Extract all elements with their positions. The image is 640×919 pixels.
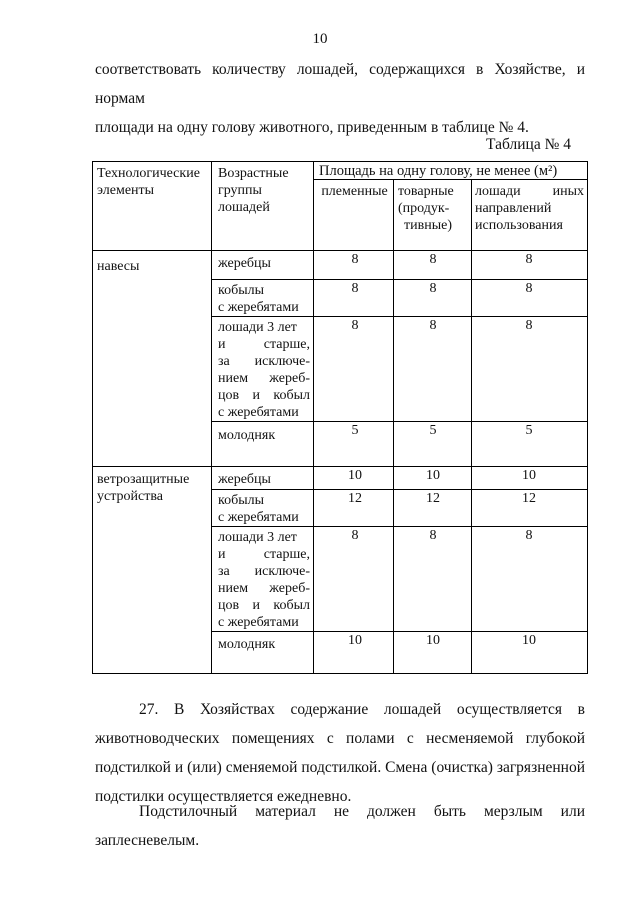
- value-breeding: 5: [351, 423, 359, 438]
- header-text: лошадей: [218, 200, 270, 215]
- value-other: 10: [522, 633, 536, 648]
- header-commercial: [398, 183, 470, 234]
- header-text: Технологические: [97, 166, 200, 181]
- header-breeding: племенные: [321, 184, 388, 199]
- value-commercial: 8: [429, 318, 437, 333]
- header-text: товарные: [398, 184, 454, 199]
- group-text: с жеребятами: [218, 405, 299, 420]
- paragraph-line: Подстилочный материал не должен быть мерзлым или: [139, 803, 585, 820]
- group-mares-with-foals: [218, 282, 313, 316]
- group-text: лошади 3 лет: [218, 530, 297, 545]
- value-commercial: 5: [429, 423, 437, 438]
- value-other: 5: [525, 423, 533, 438]
- row-divider: [93, 250, 587, 251]
- element-text: устройства: [97, 489, 163, 504]
- intro-paragraph: [95, 55, 585, 142]
- row-divider: [211, 279, 587, 280]
- value-commercial: 12: [426, 491, 440, 506]
- header-area-per-head: Площадь на одну голову, не менее (м²): [319, 163, 558, 179]
- group-text: с жеребятами: [218, 615, 299, 630]
- value-commercial: 10: [426, 468, 440, 483]
- paragraph-bedding-material: [95, 797, 585, 855]
- group-young-stock: молодняк: [218, 637, 276, 652]
- header-other-purposes: [475, 183, 584, 234]
- group-stallions: жеребцы: [218, 472, 271, 487]
- group-horses-3-years: [218, 319, 310, 421]
- value-breeding: 10: [348, 633, 362, 648]
- header-text: тивные): [404, 218, 452, 233]
- header-text: использования: [475, 218, 563, 233]
- value-breeding: 8: [351, 528, 359, 543]
- group-text: цов и кобыл: [218, 388, 310, 403]
- header-age-groups: [218, 165, 310, 216]
- row-divider: [211, 421, 587, 422]
- group-text: нием жереб-: [218, 581, 310, 596]
- group-text: с жеребятами: [218, 300, 299, 315]
- element-windbreaks: [97, 471, 209, 505]
- group-text: нием жереб-: [218, 371, 310, 386]
- header-text: группы: [218, 183, 262, 198]
- group-text: и старше,: [218, 547, 310, 562]
- paragraph-line: подстилкой и (или) сменяемой подстилкой. Смена (очистка) загрязненной: [95, 759, 585, 776]
- value-breeding: 8: [351, 252, 359, 267]
- value-commercial: 8: [429, 281, 437, 296]
- column-divider: [313, 162, 314, 673]
- value-breeding: 8: [351, 318, 359, 333]
- group-text: лошади 3 лет: [218, 320, 297, 335]
- group-young-stock: молодняк: [218, 428, 276, 443]
- value-other: 8: [525, 252, 533, 267]
- table-caption: Таблица № 4: [486, 136, 571, 153]
- page-number: 10: [312, 31, 328, 47]
- column-divider: [211, 162, 212, 673]
- element-text: ветрозащитные: [97, 472, 190, 487]
- group-text: с жеребятами: [218, 510, 299, 525]
- row-divider: [211, 526, 587, 527]
- row-divider: [93, 466, 587, 467]
- paragraph-27: [95, 695, 585, 811]
- value-commercial: 10: [426, 633, 440, 648]
- row-divider: [211, 489, 587, 490]
- header-text: лошади иных: [475, 184, 584, 199]
- header-text: (продук-: [398, 201, 450, 216]
- value-other: 8: [525, 281, 533, 296]
- group-text: кобылы: [218, 493, 265, 508]
- header-text: направлений: [475, 201, 552, 216]
- value-breeding: 8: [351, 281, 359, 296]
- value-breeding: 10: [348, 468, 362, 483]
- header-technological-elements: [97, 165, 209, 199]
- row-divider: [211, 316, 587, 317]
- element-canopies: навесы: [97, 259, 140, 274]
- group-text: цов и кобыл: [218, 598, 310, 613]
- group-text: за исключе-: [218, 354, 310, 369]
- paragraph-line: животноводческих помещениях с полами с несменяемой глубокой: [95, 730, 585, 747]
- group-text: за исключе-: [218, 564, 310, 579]
- row-divider: [211, 631, 587, 632]
- horse-area-table: [92, 161, 588, 674]
- intro-line: площади на одну голову животного, приведенным в таблице № 4.: [95, 119, 529, 136]
- value-other: 10: [522, 468, 536, 483]
- value-other: 8: [525, 318, 533, 333]
- group-horses-3-years: [218, 529, 310, 631]
- value-commercial: 8: [429, 528, 437, 543]
- header-text: Возрастные: [218, 166, 289, 181]
- group-text: и старше,: [218, 337, 310, 352]
- value-breeding: 12: [348, 491, 362, 506]
- group-stallions: жеребцы: [218, 256, 271, 271]
- group-mares-with-foals: [218, 492, 313, 526]
- value-other: 8: [525, 528, 533, 543]
- paragraph-line: подстилки осуществляется ежедневно.: [95, 788, 352, 805]
- group-text: кобылы: [218, 283, 265, 298]
- header-text: элементы: [97, 183, 155, 198]
- paragraph-line: 27. В Хозяйствах содержание лошадей осуществляется в: [139, 701, 585, 718]
- value-commercial: 8: [429, 252, 437, 267]
- value-other: 12: [522, 491, 536, 506]
- paragraph-line: заплесневелым.: [95, 832, 200, 849]
- intro-line: соответствовать количеству лошадей, содержащихся в Хозяйстве, и нормам: [95, 61, 585, 107]
